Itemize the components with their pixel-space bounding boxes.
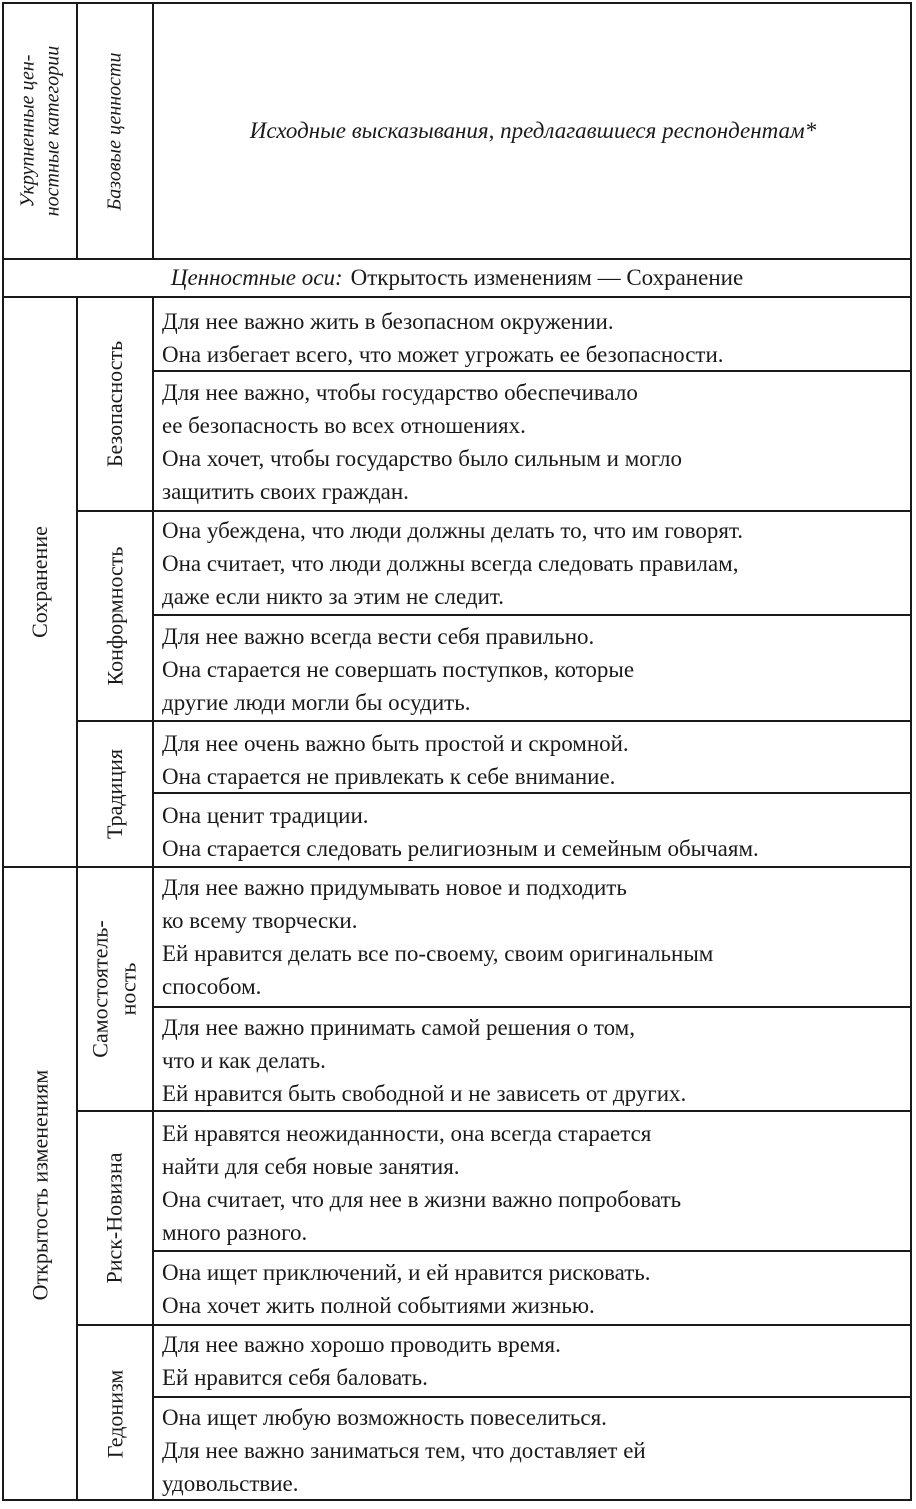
- value-divider: [76, 1110, 912, 1112]
- statement-divider: [154, 614, 912, 616]
- header-value-column: [78, 4, 152, 258]
- value-name: Традиция: [102, 749, 127, 839]
- statement-line: много разного.: [162, 1220, 308, 1245]
- category-name: Открытость изменениям: [27, 1069, 53, 1300]
- statement-line: защитить своих граждан.: [162, 479, 409, 504]
- axis-value: Открытость изменениям — Сохранение: [350, 265, 744, 290]
- statement-line: Она ценит традиции.: [162, 803, 369, 828]
- statement-cell: [162, 727, 908, 793]
- statement-line: Ей нравится быть свободной и не зависеть от других.: [162, 1081, 687, 1106]
- statement-line: удовольствие.: [162, 1471, 299, 1496]
- statement-divider: [154, 1006, 912, 1008]
- statement-cell: [162, 514, 908, 613]
- statement-line: Для нее важно принимать самой решения о том,: [162, 1015, 635, 1040]
- value-divider: [76, 1324, 912, 1326]
- axis-label: Ценностные оси:: [170, 265, 343, 290]
- value-name: Гедонизм: [102, 1369, 127, 1458]
- value-name: Конформность: [102, 546, 127, 686]
- statement-line: Для нее важно придумывать новое и подходить: [162, 875, 627, 900]
- statement-line: найти для себя новые занятия.: [162, 1154, 460, 1179]
- statement-cell: [162, 871, 908, 1003]
- header-category-line2: ностные категории: [41, 45, 64, 217]
- value-cell: [78, 1326, 152, 1501]
- statement-line: Для нее важно заниматься тем, что доставляет ей: [162, 1438, 646, 1463]
- statement-line: другие люди могли бы осудить.: [162, 690, 471, 715]
- statement-line: Она убеждена, что люди должны делать то, что им говорят.: [162, 518, 744, 543]
- statement-line: Для нее очень важно быть простой и скромной.: [162, 731, 629, 756]
- value-cell: [78, 868, 152, 1110]
- statement-line: Она старается не привлекать к себе внимание.: [162, 764, 616, 789]
- statement-cell: [162, 1328, 908, 1394]
- statement-line: Для нее важно всегда вести себя правильно.: [162, 624, 595, 649]
- statement-line: Для нее важно хорошо проводить время.: [162, 1332, 561, 1357]
- value-divider: [76, 720, 912, 722]
- statement-line: Она хочет жить полной событиями жизнью.: [162, 1293, 595, 1318]
- statement-line: Она ищет любую возможность повеселиться.: [162, 1405, 607, 1430]
- header-value-label: Базовые ценности: [103, 52, 126, 210]
- header-category-line1: Укрупненные цен-: [16, 54, 39, 208]
- statement-line: ее безопасность во всех отношениях.: [162, 413, 526, 438]
- statement-cell: [162, 1401, 908, 1500]
- statement-cell: [162, 799, 908, 865]
- statement-cell: [162, 1011, 908, 1110]
- statement-line: Она считает, что для нее в жизни важно попробовать: [162, 1187, 682, 1212]
- value-cell: [78, 512, 152, 720]
- statement-line: Она хочет, чтобы государство было сильным и могло: [162, 446, 683, 471]
- value-name: Риск-Новизна: [102, 1152, 128, 1284]
- column-divider: [152, 296, 154, 1501]
- value-name-line2: ность: [116, 962, 142, 1016]
- column-divider: [152, 2, 154, 258]
- statement-cell: [162, 1256, 908, 1322]
- statement-line: Ей нравятся неожиданности, она всегда старается: [162, 1121, 652, 1146]
- statement-line: Ей нравится себя баловать.: [162, 1365, 428, 1390]
- statement-cell: [162, 1117, 908, 1249]
- category-name: Сохранение: [27, 526, 52, 638]
- category-cell: [4, 298, 76, 866]
- statement-line: Для нее важно, чтобы государство обеспечивало: [162, 380, 638, 405]
- statement-line: ко всему творчески.: [162, 908, 358, 933]
- statement-line: Для нее важно жить в безопасном окружении.: [162, 309, 614, 334]
- statement-line: Она считает, что люди должны всегда следовать правилам,: [162, 551, 739, 576]
- value-name: Безопасность: [102, 340, 128, 468]
- value-cell: [78, 298, 152, 510]
- statement-cell: [162, 305, 908, 371]
- statement-line: Она ищет приключений, и ей нравится рисковать.: [162, 1260, 651, 1285]
- value-cell: [78, 1112, 152, 1324]
- statement-line: что и как делать.: [162, 1048, 326, 1073]
- statement-cell: [162, 620, 908, 719]
- header-statements-column: [156, 4, 910, 258]
- statement-cell: [162, 376, 908, 508]
- statement-line: Она старается следовать религиозным и семейным обычаям.: [162, 836, 759, 861]
- statement-line: способом.: [162, 974, 262, 999]
- value-divider: [76, 510, 912, 512]
- statement-divider: [154, 1250, 912, 1252]
- header-statements-label: Исходные высказывания, предлагавшиеся респондентам*: [249, 118, 817, 143]
- statement-line: Она избегает всего, что может угрожать ее безопасности.: [162, 342, 724, 367]
- statement-divider: [154, 1396, 912, 1398]
- category-cell: [4, 868, 76, 1501]
- statement-line: Ей нравится делать все по-своему, своим оригинальным: [162, 941, 714, 966]
- statement-line: даже если никто за этим не следит.: [162, 584, 504, 609]
- value-name-line1: Самостоятель-: [88, 920, 114, 1058]
- statement-line: Она старается не совершать поступков, которые: [162, 657, 635, 682]
- header-category-column: [4, 4, 76, 258]
- value-axes-row: [4, 260, 910, 296]
- value-cell: [78, 722, 152, 866]
